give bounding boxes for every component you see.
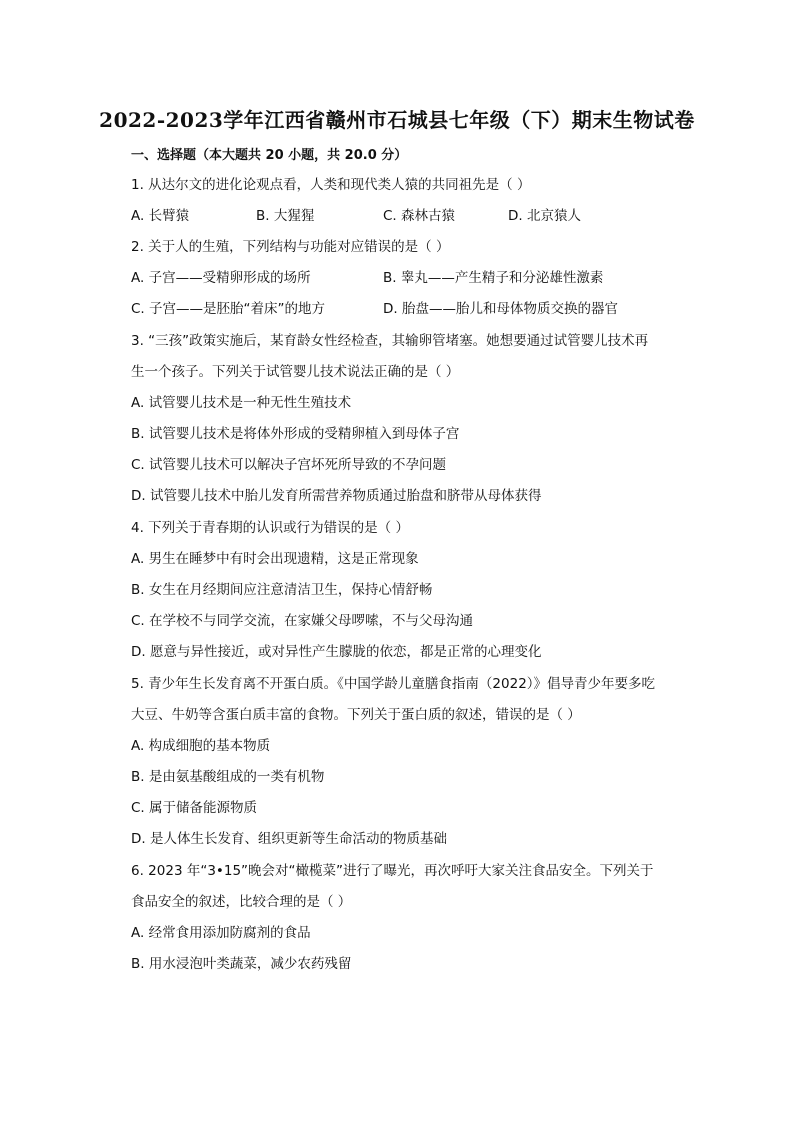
question-4-option-b: B. 女生在月经期间应注意清洁卫生，保持心情舒畅 [131,582,433,598]
question-5-stem-line-1: 5. 青少年生长发育离不开蛋白质。《中国学龄儿童膳食指南（2022）》倡导青少年要多吃 [131,676,656,692]
question-4-option-c: C. 在学校不与同学交流，在家嫌父母啰嗦，不与父母沟通 [131,613,474,629]
question-5-option-c: C. 属于储备能源物质 [131,800,258,816]
question-1-option-c: C. 森林古猿 [383,208,456,224]
question-1-option-d: D. 北京猿人 [508,208,581,224]
question-2-option-b: B. 睾丸——产生精子和分泌雄性激素 [383,270,604,286]
question-1-option-b: B. 大猩猩 [256,208,315,224]
question-6-option-b: B. 用水浸泡叶类蔬菜，减少农药残留 [131,956,352,972]
question-4-option-a: A. 男生在睡梦中有时会出现遗精，这是正常现象 [131,551,419,567]
question-2-option-c: C. 子宫——是胚胎“着床”的地方 [131,301,325,317]
question-3-option-c: C. 试管婴儿技术可以解决子宫坏死所导致的不孕问题 [131,457,447,473]
question-5-option-b: B. 是由氨基酸组成的一类有机物 [131,769,325,785]
question-5-option-a: A. 构成细胞的基本物质 [131,738,271,754]
question-6-stem-line-2: 食品安全的叙述，比较合理的是（ ） [131,894,352,910]
question-3-option-d: D. 试管婴儿技术中胎儿发育所需营养物质通过胎盘和脐带从母体获得 [131,488,542,504]
question-6-stem-line-1: 6. 2023 年“3•15”晚会对“橄榄菜”进行了曝光，再次呼吁大家关注食品安全。下列关于 [131,863,654,879]
question-3-option-b: B. 试管婴儿技术是将体外形成的受精卵植入到母体子宫 [131,426,460,442]
question-1-stem: 1. 从达尔文的进化论观点看，人类和现代类人猿的共同祖先是（ ） [131,177,531,193]
question-2-option-d: D. 胎盘——胎儿和母体物质交换的器官 [383,301,618,317]
question-1-option-a: A. 长臂猿 [131,208,190,224]
question-3-stem-line-2: 生一个孩子。下列关于试管婴儿技术说法正确的是（ ） [131,364,460,380]
question-5-option-d: D. 是人体生长发育、组织更新等生命活动的物质基础 [131,831,447,847]
section-heading: 一、选择题（本大题共 20 小题，共 20.0 分） [131,148,408,163]
question-4-option-d: D. 愿意与异性接近，或对异性产生朦胧的依恋，都是正常的心理变化 [131,644,542,660]
question-4-stem: 4. 下列关于青春期的认识或行为错误的是（ ） [131,520,409,536]
question-2-option-a: A. 子宫——受精卵形成的场所 [131,270,311,286]
question-2-stem: 2. 关于人的生殖，下列结构与功能对应错误的是（ ） [131,239,450,255]
question-6-option-a: A. 经常食用添加防腐剂的食品 [131,925,311,941]
page-title: 2022-2023学年江西省赣州市石城县七年级（下）期末生物试卷 [99,108,695,132]
question-5-stem-line-2: 大豆、牛奶等含蛋白质丰富的食物。下列关于蛋白质的叙述，错误的是（ ） [131,707,581,723]
question-3-stem-line-1: 3. “三孩”政策实施后，某育龄女性经检查，其输卵管堵塞。她想要通过试管婴儿技术再 [131,333,649,349]
question-3-option-a: A. 试管婴儿技术是一种无性生殖技术 [131,395,352,411]
